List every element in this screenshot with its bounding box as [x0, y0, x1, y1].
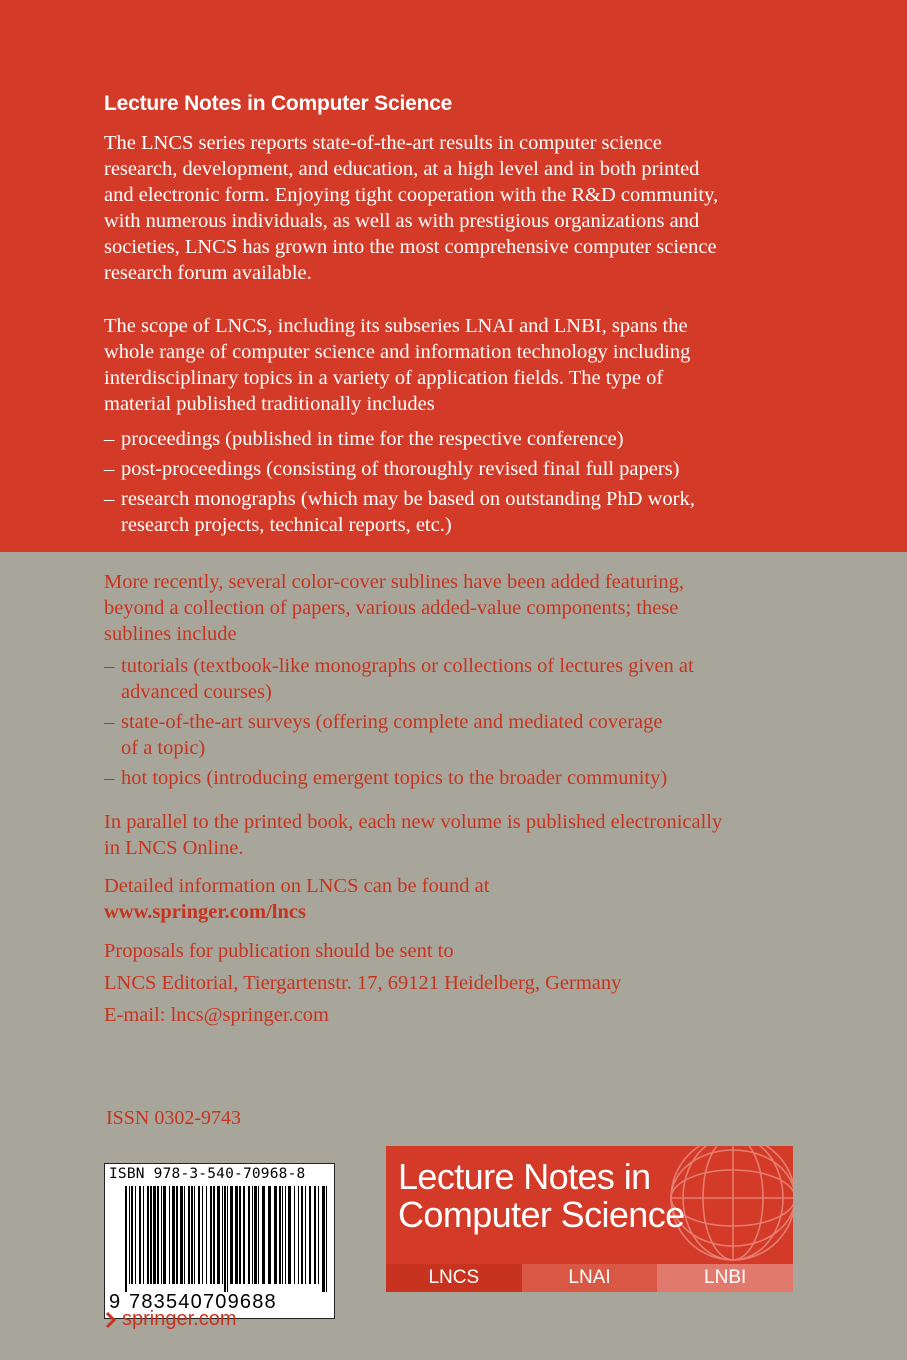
barcode-bar: [235, 1186, 238, 1284]
barcode-bar: [254, 1186, 257, 1284]
chevron-right-icon: [104, 1310, 118, 1330]
barcode-bar: [184, 1186, 185, 1284]
barcode-bar: [243, 1186, 245, 1284]
barcode-bar: [131, 1186, 133, 1284]
barcode-bar: [157, 1186, 159, 1284]
barcode-bar: [143, 1186, 144, 1284]
barcode-bar: [213, 1186, 215, 1284]
barcode-bar: [188, 1186, 190, 1284]
barcode-bar: [125, 1186, 127, 1292]
barcode-bar: [227, 1186, 228, 1292]
barcode-bar: [262, 1186, 265, 1284]
barcode-lead-digit: 9: [109, 1291, 121, 1313]
barcode-bar: [268, 1186, 271, 1284]
intro-paragraph: The LNCS series reports state-of-the-art results in computer science research, development, and education, at a high level and in both printed and electronic form. Enjoying tight cooperation with the R&D community, with numerous individuals, as well as with prestigious organizations and societies, LNCS has grown into the most comprehensive computer science research forum available.: [104, 132, 719, 284]
list-item: – hot topics (introducing emergent topics to the broader community): [104, 767, 668, 789]
barcode-bar: [230, 1186, 233, 1284]
barcode-bar: [172, 1186, 175, 1284]
list-item: – post-proceedings (consisting of thoroughly revised final full papers): [104, 458, 680, 480]
barcode-bar: [326, 1186, 327, 1292]
barcode-bar: [279, 1186, 281, 1284]
scope-paragraph: The scope of LNCS, including its subseries LNAI and LNBI, spans the whole range of computer science and information technology including interdisciplinary topics in a variety of application fields. The type of material published traditionally includes: [104, 315, 691, 415]
barcode-bar: [176, 1186, 178, 1284]
barcode-bar: [285, 1186, 286, 1284]
info-line: Detailed information on LNCS can be found at: [104, 875, 490, 897]
barcode-bar: [239, 1186, 241, 1284]
barcode-bar: [248, 1186, 250, 1284]
barcode-bar: [194, 1186, 195, 1284]
lncs-logo: [386, 1146, 793, 1292]
barcode-bar: [150, 1186, 152, 1284]
barcode-bar: [252, 1186, 253, 1284]
tab-lnai: LNAI: [522, 1264, 658, 1292]
barcode-bar: [202, 1186, 203, 1284]
list-item: – proceedings (published in time for the respective conference): [104, 428, 624, 450]
springer-link-text: springer.com: [122, 1308, 237, 1330]
barcode-bar: [309, 1186, 311, 1284]
issn-number: ISSN 0302-9743: [106, 1107, 242, 1129]
barcode-bar: [129, 1186, 130, 1284]
barcode-bar: [224, 1186, 226, 1292]
barcode-bar: [301, 1186, 303, 1284]
barcode-bar: [210, 1186, 212, 1284]
barcode-bar: [153, 1186, 156, 1284]
barcode-bar: [169, 1186, 170, 1284]
proposals-line: Proposals for publication should be sent to: [104, 940, 454, 962]
barcode-bar: [288, 1186, 291, 1284]
barcode-bar: [163, 1186, 166, 1284]
online-paragraph: In parallel to the printed book, each new volume is published electronically in LNCS Online.: [104, 811, 723, 859]
barcode-bar: [206, 1186, 207, 1284]
tab-lnbi: LNBI: [657, 1264, 793, 1292]
list-item: – research monographs (which may be based on outstanding PhD work, research projects, technical reports, etc.): [104, 488, 695, 536]
barcode-bar: [322, 1186, 325, 1292]
barcode-bar: [274, 1186, 277, 1284]
sublines-paragraph: More recently, several color-cover sublines have been added featuring, beyond a collection of papers, various added-value components; these sublines include: [104, 571, 684, 645]
logo-line-1: Lecture Notes in: [398, 1156, 651, 1197]
barcode-bar: [314, 1186, 316, 1284]
isbn-barcode: [104, 1163, 335, 1319]
barcode-bars: [125, 1186, 327, 1292]
barcode-bar: [180, 1186, 183, 1284]
barcode-bar: [318, 1186, 319, 1284]
editorial-address: LNCS Editorial, Tiergartenstr. 17, 69121 Heidelberg, Germany: [104, 972, 622, 994]
barcode-bar: [191, 1186, 193, 1284]
lncs-url-link[interactable]: www.springer.com/lncs: [104, 901, 306, 923]
barcode-bar: [294, 1186, 295, 1284]
barcode-bar: [258, 1186, 259, 1284]
isbn-text: ISBN 978-3-540-70968-8: [109, 1166, 306, 1182]
tab-lncs: LNCS: [386, 1264, 522, 1292]
barcode-bar: [222, 1186, 223, 1284]
list-item: – tutorials (textbook-like monographs or collections of lectures given at advanced courses): [104, 655, 694, 703]
email-line[interactable]: E-mail: lncs@springer.com: [104, 1004, 329, 1026]
subseries-tabs: [386, 1264, 793, 1292]
barcode-bar: [161, 1186, 162, 1284]
logo-line-2: Computer Science: [398, 1194, 685, 1235]
barcode-bar: [198, 1186, 200, 1284]
barcode-bar: [305, 1186, 306, 1284]
springer-link[interactable]: [104, 1308, 237, 1331]
barcode-bar: [135, 1186, 136, 1284]
barcode-bar: [298, 1186, 299, 1284]
barcode-digits: 783540709688: [129, 1291, 277, 1313]
material-list: [104, 426, 824, 538]
series-heading: Lecture Notes in Computer Science: [104, 92, 453, 115]
barcode-bar: [147, 1186, 149, 1284]
barcode-bar: [282, 1186, 283, 1284]
barcode-bar: [217, 1186, 220, 1284]
list-item: – state-of-the-art surveys (offering complete and mediated coverage of a topic): [104, 711, 663, 759]
barcode-bar: [139, 1186, 141, 1284]
sublines-list: [104, 653, 824, 791]
